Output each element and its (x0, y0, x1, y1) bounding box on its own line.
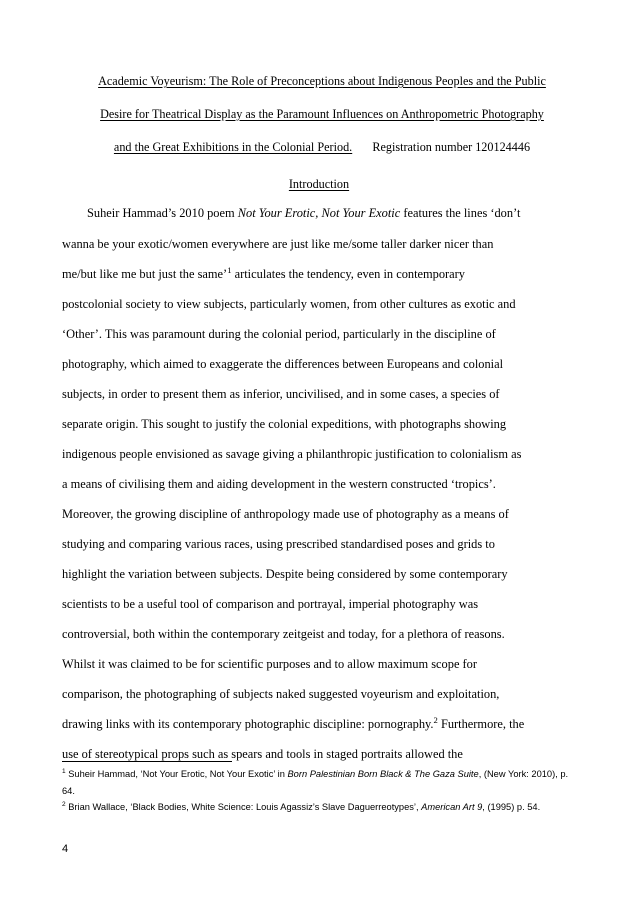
footnote-2: $^2$ Brian Wallace, ‘Black Bodies, White Science: Louis Agassiz’s Slave Daguerreotypes’, American Art 9, (1995) p. 54. (62, 800, 541, 812)
body-line-16: Whilst it was claimed to be for scientific purposes and to allow maximum scope for (62, 657, 477, 671)
section-heading: Introduction (288, 177, 350, 191)
body-line-17: comparison, the photographing of subjects naked suggested voyeurism and exploitation, (62, 687, 500, 701)
body-line-14: scientists to be a useful tool of comparison and portrayal, imperial photography was (62, 597, 479, 611)
body-line-15: controversial, both within the contemporary zeitgeist and today, for a plethora of reasons. (62, 627, 505, 641)
body-line-10: a means of civilising them and aiding development in the western constructed ‘tropics’. (62, 477, 496, 491)
body-line-9: indigenous people envisioned as savage giving a philanthropic justification to colonialism as (62, 447, 522, 461)
title-line-1: Academic Voyeurism: The Role of Preconceptions about Indigenous Peoples and the Public (98, 74, 546, 88)
registration-number: Registration number 120124446 (372, 140, 531, 154)
body-line-3: me/but like me but just the same’$^1$ articulates the tendency, even in contemporary (62, 264, 466, 281)
body-line-8: separate origin. This sought to justify the colonial expeditions, with photographs showing (62, 417, 507, 431)
title-line-3-text: and the Great Exhibitions in the Colonial Period. (113, 140, 353, 154)
body-line-6: photography, which aimed to exaggerate the differences between Europeans and colonial (62, 357, 504, 371)
footnote-2-number: 2 (62, 800, 66, 808)
body-line-11: Moreover, the growing discipline of anthropology made use of photography as a means of (62, 507, 509, 521)
poem-title: Not Your Erotic, Not Your Exotic (237, 206, 401, 220)
title-line-2: Desire for Theatrical Display as the Paramount Influences on Anthropometric Photography (100, 107, 544, 121)
footnote-ref-2[interactable]: 2 (433, 714, 438, 725)
footnote-1: $^1$ Suheir Hammad, ‘Not Your Erotic, Not Your Exotic’ in Born Palestinian Born Black & The Gaza Suite, (New York: 2010), p. 64. (62, 767, 569, 796)
body-line-19: use of stereotypical props such as spears and tools in staged portraits allowed the (62, 747, 463, 761)
body-line-7: subjects, in order to present them as inferior, uncivilised, and in some cases, a species of (62, 387, 500, 401)
body-line-4: postcolonial society to view subjects, particularly women, from other cultures as exotic and (62, 297, 516, 311)
body-line-18: drawing links with its contemporary photographic discipline: pornography.$^2$ Furthermore, the (62, 714, 525, 731)
title-line-3 (62, 140, 582, 155)
body-line-12: studying and comparing various races, using prescribed standardised poses and grids to (62, 537, 495, 551)
body-line-13: highlight the variation between subjects. Despite being considered by some contemporary (62, 567, 508, 581)
footnote-1-number: 1 (62, 767, 66, 775)
footnote-separator (62, 761, 232, 762)
footnote-ref-1[interactable]: 1 (227, 264, 232, 275)
body-line-5: ‘Other’. This was paramount during the colonial period, particularly in the discipline of (62, 327, 496, 341)
page-number: 4 (62, 843, 69, 855)
body-line-2: wanna be your exotic/women everywhere are just like me/some taller darker nicer than (62, 237, 494, 251)
body-line-1: Suheir Hammad’s 2010 poem Not Your Erotic, Not Your Exotic features the lines ‘don’t (87, 206, 521, 220)
